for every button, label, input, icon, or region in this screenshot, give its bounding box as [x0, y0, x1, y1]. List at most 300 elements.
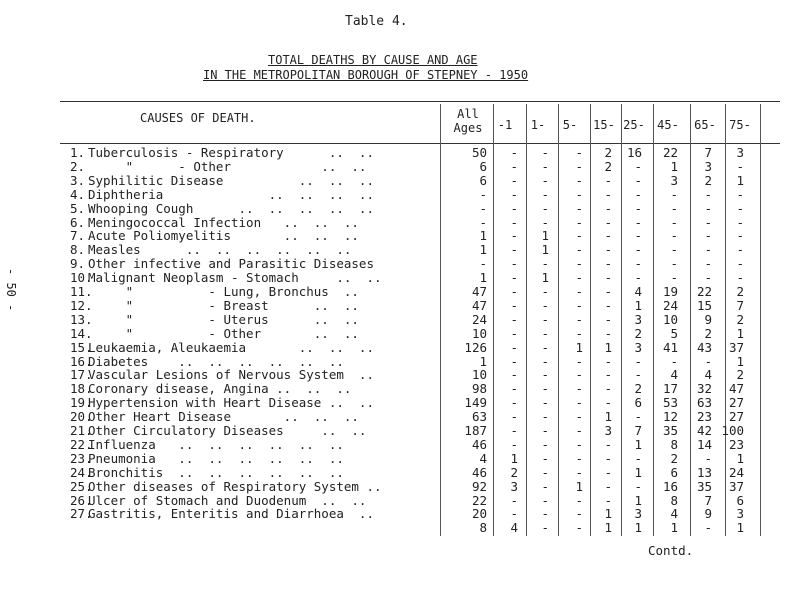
- age-group-value: -: [604, 186, 612, 202]
- age-group-value: -: [510, 256, 518, 272]
- age-group-value: -: [604, 270, 612, 286]
- age-group-value: 2: [736, 367, 744, 383]
- header-age-3: 5-: [562, 118, 578, 132]
- age-group-value: -: [604, 367, 612, 383]
- age-group-value: 6: [634, 395, 642, 411]
- age-group-value: -: [575, 395, 583, 411]
- age-group-value: 4: [670, 506, 678, 522]
- cause-of-death: Tuberculosis - Respiratory .. ..: [88, 145, 374, 160]
- age-group-value: -: [604, 297, 612, 313]
- age-group-value: -: [634, 409, 642, 425]
- row-number: 17.: [70, 367, 93, 383]
- cause-of-death: " - Other .. ..: [88, 325, 359, 341]
- age-group-value: 27: [728, 409, 744, 425]
- row-number: 10.: [70, 270, 93, 286]
- age-group-value: 2: [670, 450, 678, 466]
- cause-of-death: " - Breast .. ..: [88, 297, 359, 313]
- age-group-value: 23: [696, 409, 712, 425]
- age-group-value: -: [736, 242, 744, 258]
- age-group-value: -: [604, 284, 612, 299]
- age-group-value: -: [604, 325, 612, 341]
- row-number: 5.: [70, 200, 86, 216]
- age-group-value: 3: [634, 339, 642, 355]
- age-group-value: 8: [670, 436, 678, 452]
- age-group-value: -: [510, 367, 518, 383]
- age-group-value: -: [541, 297, 549, 313]
- header-age-7: 65-: [694, 118, 716, 132]
- table-title-line-1: TOTAL DEATHS BY CAUSE AND AGE: [268, 53, 478, 67]
- age-group-value: 14: [696, 436, 712, 452]
- cause-of-death: " - Uterus .. ..: [88, 311, 359, 327]
- row-number: 22.: [70, 436, 93, 452]
- age-group-value: 1: [670, 520, 678, 536]
- table-row: [0, 451, 800, 466]
- age-group-value: -: [634, 242, 642, 258]
- header-top-rule: [60, 101, 780, 102]
- age-group-value: -: [541, 506, 549, 522]
- age-group-value: -: [736, 186, 744, 202]
- age-group-value: 1: [736, 325, 744, 341]
- age-group-value: -: [575, 464, 583, 480]
- age-group-value: 2: [604, 158, 612, 174]
- table-row: [0, 326, 800, 341]
- cause-of-death: " - Lung, Bronchus ..: [88, 284, 359, 299]
- age-group-value: 2: [704, 172, 712, 188]
- age-group-value: -: [634, 353, 642, 369]
- age-group-value: -: [604, 492, 612, 508]
- age-group-value: -: [541, 395, 549, 411]
- header-age-2: 1-: [530, 118, 546, 132]
- table-row: [0, 228, 800, 243]
- table-row: [0, 270, 800, 285]
- age-group-value: 27: [728, 395, 744, 411]
- age-group-value: -: [575, 256, 583, 272]
- row-number: 6.: [70, 214, 86, 230]
- all-ages-value: 187: [464, 423, 487, 438]
- age-group-value: 35: [662, 423, 678, 438]
- age-group-value: -: [575, 186, 583, 202]
- age-group-value: -: [736, 214, 744, 230]
- cause-of-death: Other infective and Parasitic Diseases: [88, 256, 374, 272]
- age-group-value: -: [510, 409, 518, 425]
- age-group-value: -: [736, 200, 744, 216]
- cause-of-death: Other diseases of Respiratory System ..: [88, 478, 382, 494]
- all-ages-value: 1: [479, 270, 487, 286]
- age-group-value: -: [575, 214, 583, 230]
- age-group-value: 1: [575, 339, 583, 355]
- age-group-value: -: [634, 186, 642, 202]
- age-group-value: -: [604, 214, 612, 230]
- age-group-value: 7: [736, 297, 744, 313]
- age-group-value: 16: [662, 478, 678, 494]
- age-group-value: -: [575, 284, 583, 299]
- age-group-value: -: [510, 214, 518, 230]
- cause-of-death: Acute Poliomyelitis .. .. ..: [88, 228, 359, 244]
- all-ages-value: 46: [471, 464, 487, 480]
- cause-of-death: Influenza .. .. .. .. .. ..: [88, 436, 344, 452]
- row-number: 7.: [70, 228, 86, 244]
- cause-of-death: Gastritis, Enteritis and Diarrhoea ..: [88, 506, 374, 522]
- age-group-value: 22: [696, 284, 712, 299]
- header-causes-of-death: CAUSES OF DEATH.: [140, 111, 256, 125]
- header-age-8: 75-: [729, 118, 751, 132]
- age-group-value: -: [704, 242, 712, 258]
- row-number: 16.: [70, 353, 93, 369]
- age-group-value: -: [575, 506, 583, 522]
- age-group-value: 1: [541, 228, 549, 244]
- age-group-value: 24: [662, 297, 678, 313]
- age-group-value: 5: [670, 325, 678, 341]
- age-group-value: 19: [662, 284, 678, 299]
- age-group-value: -: [604, 256, 612, 272]
- age-group-value: -: [634, 270, 642, 286]
- all-ages-value: 10: [471, 325, 487, 341]
- age-group-value: 1: [736, 450, 744, 466]
- age-group-value: -: [541, 464, 549, 480]
- cause-of-death: Malignant Neoplasm - Stomach .. ..: [88, 270, 382, 286]
- age-group-value: -: [670, 214, 678, 230]
- all-ages-value: 1: [479, 242, 487, 258]
- age-group-value: 42: [696, 423, 712, 438]
- age-group-value: 7: [634, 423, 642, 438]
- age-group-value: 3: [670, 172, 678, 188]
- cause-of-death: Diphtheria .. .. .. ..: [88, 186, 374, 202]
- age-group-value: 32: [696, 381, 712, 397]
- all-ages-value: 63: [471, 409, 487, 425]
- age-group-value: -: [510, 297, 518, 313]
- age-group-value: -: [510, 325, 518, 341]
- row-number: 4.: [70, 186, 86, 202]
- row-number: 14.: [70, 325, 93, 341]
- all-ages-value: 10: [471, 367, 487, 383]
- age-group-value: 1: [736, 172, 744, 188]
- row-number: 19.: [70, 395, 93, 411]
- age-group-value: 53: [662, 395, 678, 411]
- age-group-value: 100: [721, 423, 744, 438]
- age-group-value: -: [510, 186, 518, 202]
- cause-of-death: Coronary disease, Angina .. .. ..: [88, 381, 352, 397]
- age-group-value: -: [510, 228, 518, 244]
- age-group-value: -: [541, 478, 549, 494]
- age-group-value: -: [510, 423, 518, 438]
- table-row: [0, 465, 800, 480]
- row-number: 11.: [70, 284, 93, 299]
- age-group-value: 2: [704, 325, 712, 341]
- age-group-value: -: [541, 256, 549, 272]
- all-ages-value: 20: [471, 506, 487, 522]
- age-group-value: 16: [626, 145, 642, 160]
- age-group-value: -: [575, 520, 583, 536]
- table-row: [0, 520, 800, 535]
- table-row: [0, 340, 800, 355]
- age-group-value: -: [604, 464, 612, 480]
- age-group-value: -: [575, 367, 583, 383]
- table-row: [0, 145, 800, 160]
- age-group-value: -: [634, 450, 642, 466]
- cause-of-death: Bronchitis .. .. .. .. .. ..: [88, 464, 344, 480]
- age-group-value: -: [541, 423, 549, 438]
- age-group-value: 15: [696, 297, 712, 313]
- age-group-value: -: [541, 325, 549, 341]
- table-row: [0, 215, 800, 230]
- cause-of-death: Measles .. .. .. .. .. ..: [88, 242, 352, 258]
- age-group-value: 10: [662, 311, 678, 327]
- all-ages-value: 6: [479, 172, 487, 188]
- row-number: 23.: [70, 450, 93, 466]
- age-group-value: -: [510, 284, 518, 299]
- age-group-value: 7: [704, 492, 712, 508]
- row-number: 8.: [70, 242, 86, 258]
- all-ages-value: 6: [479, 158, 487, 174]
- age-group-value: -: [604, 172, 612, 188]
- age-group-value: 1: [634, 297, 642, 313]
- continued-note: Contd.: [648, 543, 694, 558]
- age-group-value: -: [541, 492, 549, 508]
- header-age-5: 25-: [623, 118, 645, 132]
- age-group-value: -: [670, 186, 678, 202]
- cause-of-death: Hypertension with Heart Disease .. ..: [88, 395, 374, 411]
- age-group-value: 2: [736, 311, 744, 327]
- all-ages-value: 46: [471, 436, 487, 452]
- age-group-value: -: [704, 256, 712, 272]
- age-group-value: 4: [510, 520, 518, 536]
- age-group-value: -: [575, 270, 583, 286]
- age-group-value: 3: [736, 145, 744, 160]
- age-group-value: -: [575, 409, 583, 425]
- age-group-value: 1: [736, 520, 744, 536]
- all-ages-value: 24: [471, 311, 487, 327]
- age-group-value: -: [575, 158, 583, 174]
- all-ages-value: -: [479, 256, 487, 272]
- age-group-value: -: [541, 409, 549, 425]
- age-group-value: -: [604, 200, 612, 216]
- table-row: [0, 506, 800, 521]
- age-group-value: -: [670, 242, 678, 258]
- age-group-value: -: [704, 228, 712, 244]
- age-group-value: -: [704, 270, 712, 286]
- row-number: 25.: [70, 478, 93, 494]
- table-row: [0, 437, 800, 452]
- table-row: [0, 173, 800, 188]
- row-number: 13.: [70, 311, 93, 327]
- age-group-value: -: [736, 158, 744, 174]
- age-group-value: -: [541, 450, 549, 466]
- table-title-line-2: IN THE METROPOLITAN BOROUGH OF STEPNEY - 1950: [203, 68, 529, 82]
- all-ages-value: 47: [471, 284, 487, 299]
- age-group-value: -: [541, 158, 549, 174]
- age-group-value: -: [575, 325, 583, 341]
- age-group-value: -: [510, 506, 518, 522]
- age-group-value: 1: [634, 520, 642, 536]
- page-number: - 50 -: [4, 268, 18, 312]
- age-group-value: 43: [696, 339, 712, 355]
- age-group-value: -: [510, 353, 518, 369]
- cause-of-death: Leukaemia, Aleukaemia .. .. ..: [88, 339, 374, 355]
- age-group-value: 2: [604, 145, 612, 160]
- age-group-value: 1: [575, 478, 583, 494]
- age-group-value: -: [704, 520, 712, 536]
- table-row: [0, 159, 800, 174]
- age-group-value: -: [575, 228, 583, 244]
- all-ages-value: 47: [471, 297, 487, 313]
- age-group-value: -: [604, 436, 612, 452]
- age-group-value: -: [541, 520, 549, 536]
- row-number: 3.: [70, 172, 86, 188]
- table-row: [0, 367, 800, 382]
- age-group-value: -: [575, 311, 583, 327]
- table-label: Table 4.: [345, 14, 408, 29]
- header-age-4: 15-: [593, 118, 615, 132]
- age-group-value: 1: [670, 158, 678, 174]
- age-group-value: -: [541, 311, 549, 327]
- all-ages-value: 149: [464, 395, 487, 411]
- table-row: [0, 201, 800, 216]
- cause-of-death: Syphilitic Disease .. .. ..: [88, 172, 374, 188]
- age-group-value: -: [736, 228, 744, 244]
- cause-of-death: Whooping Cough .. .. .. .. ..: [88, 200, 374, 216]
- age-group-value: -: [670, 228, 678, 244]
- age-group-value: -: [541, 367, 549, 383]
- table-row: [0, 242, 800, 257]
- age-group-value: -: [634, 478, 642, 494]
- age-group-value: -: [575, 200, 583, 216]
- row-number: 2.: [70, 158, 86, 174]
- age-group-value: -: [704, 353, 712, 369]
- age-group-value: -: [604, 311, 612, 327]
- age-group-value: 1: [634, 436, 642, 452]
- age-group-value: -: [541, 172, 549, 188]
- age-group-value: 3: [604, 423, 612, 438]
- age-group-value: -: [704, 186, 712, 202]
- row-number: 9.: [70, 256, 86, 272]
- age-group-value: -: [634, 367, 642, 383]
- age-group-value: 47: [728, 381, 744, 397]
- age-group-value: -: [575, 145, 583, 160]
- age-group-value: -: [604, 450, 612, 466]
- table-row: [0, 256, 800, 271]
- age-group-value: -: [670, 200, 678, 216]
- table-row: [0, 381, 800, 396]
- row-number: 1.: [70, 145, 86, 160]
- age-group-value: 13: [696, 464, 712, 480]
- table-row: [0, 423, 800, 438]
- all-ages-value: 1: [479, 353, 487, 369]
- age-group-value: 3: [510, 478, 518, 494]
- age-group-value: 2: [634, 325, 642, 341]
- age-group-value: 9: [704, 506, 712, 522]
- age-group-value: 2: [634, 381, 642, 397]
- age-group-value: -: [575, 381, 583, 397]
- age-group-value: -: [604, 381, 612, 397]
- cause-of-death: Pneumonia .. .. .. .. .. ..: [88, 450, 344, 466]
- age-group-value: -: [541, 200, 549, 216]
- age-group-value: -: [634, 172, 642, 188]
- cause-of-death: Diabetes .. .. .. .. .. ..: [88, 353, 344, 369]
- all-ages-value: 98: [471, 381, 487, 397]
- cause-of-death: Ulcer of Stomach and Duodenum .. ..: [88, 492, 367, 508]
- cause-of-death: Vascular Lesions of Nervous System ..: [88, 367, 374, 383]
- age-group-value: -: [736, 256, 744, 272]
- age-group-value: 6: [670, 464, 678, 480]
- age-group-value: -: [634, 214, 642, 230]
- age-group-value: 23: [728, 436, 744, 452]
- age-group-value: 4: [634, 284, 642, 299]
- table-row: [0, 284, 800, 299]
- age-group-value: -: [510, 270, 518, 286]
- all-ages-value: 92: [471, 478, 487, 494]
- row-number: 15.: [70, 339, 93, 355]
- age-group-value: 3: [634, 506, 642, 522]
- age-group-value: -: [541, 436, 549, 452]
- age-group-value: -: [575, 450, 583, 466]
- age-group-value: -: [604, 353, 612, 369]
- cause-of-death: Meningococcal Infection .. .. ..: [88, 214, 359, 230]
- table-row: [0, 395, 800, 410]
- age-group-value: -: [541, 214, 549, 230]
- age-group-value: 1: [541, 270, 549, 286]
- cause-of-death: Other Circulatory Diseases .. ..: [88, 423, 367, 438]
- age-group-value: -: [670, 270, 678, 286]
- age-group-value: -: [541, 186, 549, 202]
- row-number: 18.: [70, 381, 93, 397]
- age-group-value: -: [604, 395, 612, 411]
- age-group-value: -: [704, 450, 712, 466]
- age-group-value: 17: [662, 381, 678, 397]
- header-age-6: 45-: [657, 118, 679, 132]
- table-row: [0, 493, 800, 508]
- age-group-value: 37: [728, 478, 744, 494]
- age-group-value: 22: [662, 145, 678, 160]
- age-group-value: 2: [736, 284, 744, 299]
- table-row: [0, 409, 800, 424]
- header-bottom-rule: [60, 143, 780, 144]
- age-group-value: -: [704, 214, 712, 230]
- age-group-value: -: [634, 200, 642, 216]
- row-number: 24.: [70, 464, 93, 480]
- header-age-1: -1: [497, 118, 513, 132]
- age-group-value: 9: [704, 311, 712, 327]
- table-row: [0, 479, 800, 494]
- row-number: 26.: [70, 492, 93, 508]
- age-group-value: -: [510, 172, 518, 188]
- age-group-value: 1: [510, 450, 518, 466]
- age-group-value: 37: [728, 339, 744, 355]
- age-group-value: -: [634, 158, 642, 174]
- age-group-value: 63: [696, 395, 712, 411]
- all-ages-value: 8: [479, 520, 487, 536]
- age-group-value: -: [575, 172, 583, 188]
- table-row: [0, 298, 800, 313]
- all-ages-value: 50: [471, 145, 487, 160]
- age-group-value: 3: [634, 311, 642, 327]
- age-group-value: -: [541, 353, 549, 369]
- age-group-value: -: [575, 242, 583, 258]
- age-group-value: 6: [736, 492, 744, 508]
- age-group-value: -: [634, 228, 642, 244]
- age-group-value: 3: [736, 506, 744, 522]
- age-group-value: 7: [704, 145, 712, 160]
- age-group-value: -: [510, 158, 518, 174]
- row-number: 12.: [70, 297, 93, 313]
- age-group-value: -: [510, 145, 518, 160]
- all-ages-value: -: [479, 214, 487, 230]
- age-group-value: 1: [634, 492, 642, 508]
- table-row: [0, 354, 800, 369]
- age-group-value: 41: [662, 339, 678, 355]
- age-group-value: -: [541, 339, 549, 355]
- age-group-value: -: [575, 297, 583, 313]
- age-group-value: 1: [541, 242, 549, 258]
